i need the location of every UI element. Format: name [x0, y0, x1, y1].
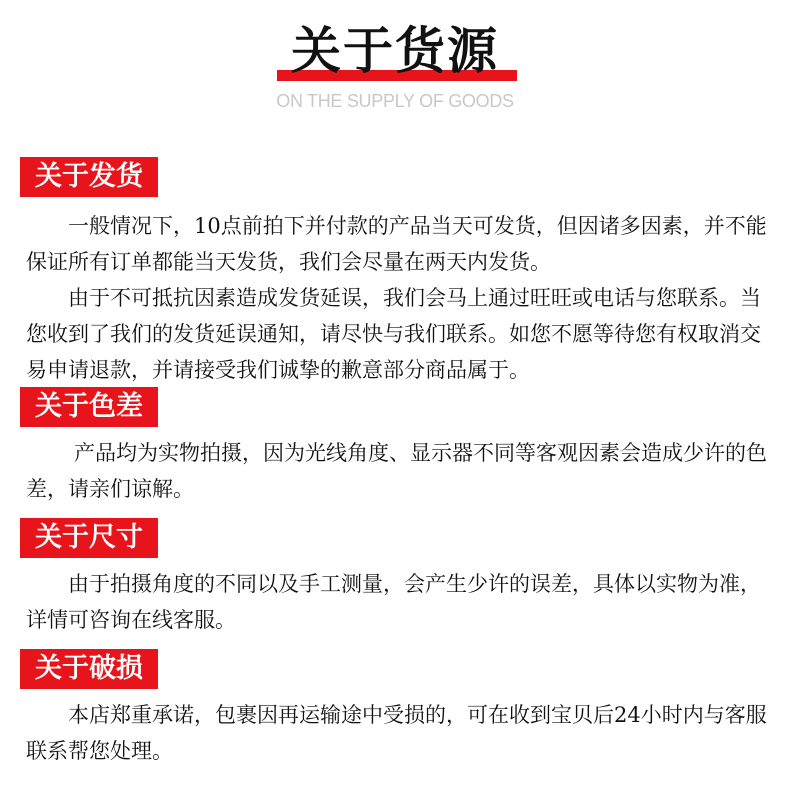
section-label-color	[20, 387, 158, 427]
page-title: 关于货源	[291, 22, 499, 80]
section-label-damage	[20, 649, 158, 689]
section-paragraph-damage-1: 本店郑重承诺，包裹因再运输途中受损的，可在收到宝贝后24小时内与客服联系帮您处理。	[26, 703, 767, 763]
section-label-text: 关于尺寸	[35, 522, 143, 553]
section-label-shipping	[20, 157, 158, 197]
section-label-size	[20, 518, 158, 558]
section-paragraph-size-1: 由于拍摄角度的不同以及手工测量，会产生少许的误差，具体以实物为准，详情可咨询在线客服。	[26, 572, 761, 632]
section-paragraph-shipping-1: 一般情况下，10点前拍下并付款的产品当天可发货，但因诸多因素，并不能保证所有订单都能当天发货，我们会尽量在两天内发货。	[26, 214, 767, 274]
page-subtitle: ON THE SUPPLY OF GOODS	[276, 91, 514, 111]
section-label-text: 关于色差	[35, 391, 143, 422]
page-header	[0, 0, 790, 120]
section-paragraph-color-1: 产品均为实物拍摄，因为光线角度、显示器不同等客观因素会造成少许的色差，请亲们谅解。	[26, 441, 767, 501]
section-label-text: 关于破损	[35, 653, 143, 684]
section-paragraph-shipping-2: 由于不可抵抗因素造成发货延误，我们会马上通过旺旺或电话与您联系。当您收到了我们的发货延误通知，请尽快与我们联系。如您不愿等待您有权取消交易申请退款，并请接受我们诚挚的歉意部分商品属于。	[26, 286, 761, 382]
section-label-text: 关于发货	[35, 161, 143, 192]
